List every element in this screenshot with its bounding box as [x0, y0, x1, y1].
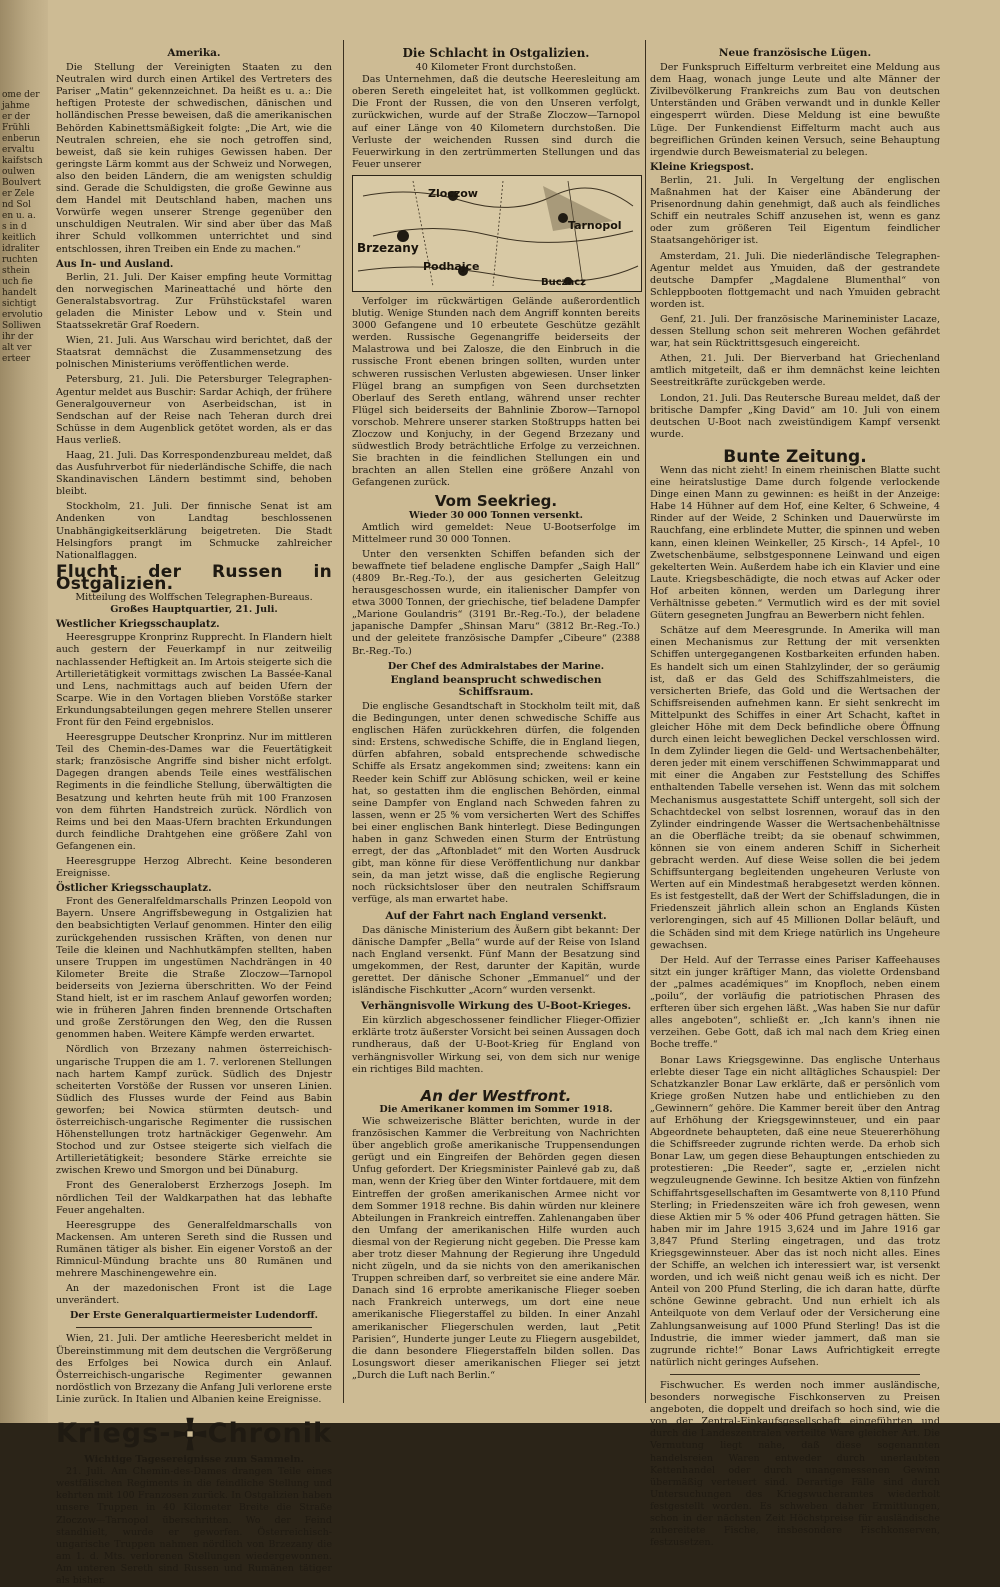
spine-fragment: sichtigt — [2, 299, 37, 309]
spine-fragment: Solliwen — [2, 321, 42, 331]
england-article: Die englische Gesandtschaft in Stockholm teilt mit, daß die Bedingungen, unter denen schwedische Schiffe aus englischen Häfen zurückkehren dürfen, die folgenden sind: Erstens, schwedische Schiffe, die in England liegen, dürfen abfahren, sobald entsprechende schwedische Schiffe als Ersatz angekommen sind; zweitens: kann ein Reeder kein Schiff zur Ablösung schicken, weil er keine hat, so gestatten ihm die englischen Behörden, einmal seine Dampfer von England nach Schweden fahren zu lassen, wenn er 25 % vom versicherten Wert des Schiffes bei einer englischen Bank hinterlegt. Diese Bedingungen haben in ganz Schweden einen Sturm der Entrüstung erregt, der das „Aftonbladet“ mit den Worten Ausdruck gibt, man könne für diese Veröffentlichung nur dankbar sein, da man jetzt wisse, daß die englische Regierung noch rücksichtsloser über den neutralen Schiffsraum verfüge, als man erwartet habe. — [352, 700, 640, 906]
chronik-word-right: Chronik — [207, 1417, 332, 1449]
map-label-buczacz: Buczacz — [541, 276, 586, 288]
spine-fragment: Frühli — [2, 123, 30, 133]
fahrt-heading: Auf der Fahrt nach England versenkt. — [385, 909, 607, 922]
spine-fragment: en u. a. — [2, 211, 36, 221]
spine-fragment: handelt — [2, 288, 37, 298]
map-label-podhajce: Podhajce — [423, 259, 480, 273]
spine-fragment: nd Sol — [2, 200, 31, 210]
kriegspost-item: London, 21. Juli. Das Reutersche Bureau meldet, daß der britische Dampfer „King David“ am 10. Juli von einem deutschen U-Boot nach zweistündigem Kampf versenkt wurde. — [650, 392, 940, 440]
kriegs-chronik-banner — [56, 1416, 332, 1452]
fischwucher-item: Fischwucher. Es werden noch immer ausländische, besonders norwegische Fischkonserven zu Preisen angeboten, die doppelt und dreifach so hoch sind, wie die von der Zentral-Einkaufsgesellschaft eingeführten und durch die Landeszentralen verteilte Ware gleicher Art. Die Vermutung liegt nahe, daß diese sogenannten handelsreien Waren entweder durch unerlaubten Kettenhandel oder durch unangemessenen Gewinn übermäßig verteuert sind. Derartige Fälle sind durch Untersuchungen des Kriegswucheramtes wiederholt festgestellt worden. Es schweben daher Ermittlungen, schon in der nächsten Zeit Höchstpreise für ausländische zubereitete Fische, insbesondere Fischkonserven, festzusetzen. — [650, 1379, 940, 1549]
spine-fragment: ome der — [2, 90, 40, 100]
seekrieg-subheadline: Wieder 30 000 Tonnen versenkt. — [408, 509, 584, 521]
wirkung-article: Ein kürzlich abgeschossener feindlicher Flieger-Offizier erklärte trotz äußerster Vorsicht bei seinen Aussagen doch rundheraus, daß der U-Boot-Krieg für England von verhängnisvoller Wirkung sei, von dem sich nur wenige ein richtiges Bild machten. — [352, 1015, 640, 1075]
westfront-article: Wie schweizerische Blätter berichten, wurde in der französischen Kammer die Verbreitung von Nachrichten über angeblich große amerikanische Truppensendungen gerügt und ein Eingreifen der Behörden gegen diesen Unfug gefordert. Der Kriegsminister Painlevé gab zu, daß man, wenn der Krieg über den Winter fortdauere, mit dem Eintreffen der großen amerikanischen Armee nicht vor dem Sommer 1918 rechne. Bis dahin würden nur kleinere Abteilungen in Frankreich eintreffen. Zahlenangaben über den Umfang der amerikanischen Hilfe wurden auch diesmal von der Regierung nicht gegeben. Die Presse kam aber trotz dieser Mahnung der Regierung ihre Ungeduld nicht zügeln, und da sie nichts von den amerikanischen Truppen schreiben darf, so verbreitet sie eine andere Mär. Danach sind 16 erprobte amerikanische Flieger soeben nach Frankreich unterwegs, um dort eine neue amerikanische Fliegerstaffel zu bilden. In einer Anzahl amerikanischer Fliegerschulen werden, laut „Petit Parisien“, Hunderte junger Leute zu Fliegern ausgebildet, die dann besondere Fliegerstaffeln bilden sollen. Das Losungswort dieser amerikanischen Flieger sei jetzt „Durch die Luft nach Berlin.“ — [352, 1115, 640, 1381]
column-rule-2 — [645, 40, 646, 1403]
spine-fragment: Boulvert — [2, 178, 42, 188]
schlacht-subheadline: 40 Kilometer Front durchstoßen. — [415, 62, 577, 74]
bunte-zeitung-headline: Bunte Zeitung. — [723, 446, 867, 467]
bunte-item: Schätze auf dem Meeresgrunde. In Amerika will man einen Mechanismus zur Rettung der mit versenkten Schiffen untergegangenen Kostbarkeiten erfunden haben. Es handelt sich um einen Stahlzylinder, der so geräumig ist, daß er das Geld des Schiffszahlmeisters, die versicherten Briefe, das Gold und die Wertsachen der Schiffsreisenden aufnehmen kann. Er sieht senkrecht im Mittelpunkt des Schiffes in einer Art Schacht, kaftet in gleicher Höhe mit dem Deck befindliche obere Öffnung durch einen leicht beweglichen Deckel verschlossen wird. In dem Zylinder liegen die Geld- und Wertsachenbehälter, deren jeder mit einem verschiffenen Schwimmapparat und mit einer die Angaben zur Feststellung des Schiffes enthaltenden Tabelle versehen ist. Wenn das mit solchem Mechanismus ausgestattete Schiff untergeht, soll sich der Schachtdeckel von selbst losrennen, worauf das in den Zylinder eindringende Wasser die Wertsachenbehältnisse an die Oberfläche treibt; da sie obenauf schwimmen, können sie von einem anderen Schiff in Sicherheit gebracht werden. Auf diese Weise sollen die bei jedem Schiffsuntergang begleitenden ungeheuren Verluste von Werten auf ein Mindestmaß herabgesetzt werden können. Es ist festgestellt, daß der Wert der Schiffsladungen, die in Friedenszeit jährlich allein schon an Englands Küsten verlorengingen, sich auf 45 Millionen Dollar beläuft, und die Schäden sind mit dem Kriege natürlich ins Ungeheure gewachsen. — [650, 625, 940, 951]
spine-fragment: ruchten — [2, 255, 38, 265]
chronik-entry: 21. Juli. Am Chemin-des-Dames drangen Teile eines westfälischen Regiments in die feindliche Stellung und kehrten mit 100 Franzosen zurück. In Ostgalizien haben unsere Truppen in 40 Kilometer Breite die Straße Zloczow—Tarnopol überschritten. Wo der Feind standhielt, wurde er geworfen. Österreichisch-ungarische Truppen nahmen nördlich von Brzezany die am 1. d. Mts. verlorenen Stellungen wiedergewonnen. Am unteren Sereth sind Russen und Rumänen tätiger als bisher. — [56, 1466, 332, 1586]
seekrieg-headline: Vom Seekrieg. — [434, 492, 558, 511]
previous-page-spine — [0, 0, 48, 1423]
west-front-heading: Westlicher Kriegsschauplatz. — [56, 619, 220, 631]
ludendorff-signature: Der Erste Generalquartiermeister Ludendorff. — [69, 1310, 319, 1322]
wien-report: Wien, 21. Juli. Der amtliche Heeresbericht meldet in Übereinstimmung mit dem deutschen die Vergrößerung des Erfolges bei Nowica durch ein Anlauf. Österreichisch-ungarische Regimenter gewannen nordöstlich von Brzezany die Anfang Juli verlorene erste Linie zurück. In Italien und Albanien keine Ereignisse. — [56, 1333, 332, 1405]
west-front-para: Heeresgruppe Deutscher Kronprinz. Nur im mittleren Teil des Chemin-des-Dames war die Feuertätigkeit stark; französische Angriffe sind bisher nicht erfolgt. Dagegen drangen abends Teile eines westfälischen Regiments in die feindliche Stellung, überwältigten die Besatzung und kehrten heute früh mit 100 Franzosen von dem führten Handstreich zurück. Nördlich von Reims und bei den Maas-Ufern brachten Erkundungen durch feindliche Drahtgehen eine größere Zahl von Gefangenen ein. — [56, 732, 332, 852]
inland-item: Petersburg, 21. Juli. Die Petersburger Telegraphen-Agentur meldet aus Buschir: Sardar Achiqh, der frühere Generalgouverneur von Aserbeidschan, ist in Sendschan auf der Reise nach Teheran durch drei Schüsse in dem Augenblick getötet worden, als er das Haus verließ. — [56, 374, 332, 446]
flucht-headline: Flucht der Russen in Ostgalizien. — [56, 561, 332, 594]
kriegspost-item: Amsterdam, 21. Juli. Die niederländische Telegraphen-Agentur meldet aus Ymuiden, daß der gestrandete deutsche Dampfer „Magdalene Blumenthal“ von Schleppbooten flottgemacht und nach Ymuiden gebracht worden ist. — [650, 250, 940, 310]
spine-fragment: kaifstsch — [2, 156, 43, 166]
inland-item: Berlin, 21. Juli. Der Kaiser empfing heute Vormittag den norwegischen Marineattaché und hörte den Generalstabsvortrag. Zur Frühstückstafel waren geladen die Minister Lebow und v. Stein und Staatssekretär Graf Roedern. — [56, 271, 332, 332]
luegen-article: Der Funkspruch Eiffelturm verbreitet eine Meldung aus dem Haag, wonach junge Leute und alte Männer der Zivilbevölkerung Frankreichs zum Bau von deutschen Unterständen und Gräben verwandt und in dunkle Keller eingesperrt würden. Diese Meldung ist eine bewußte Lüge. Der Funkendienst Eiffelturm macht auch aus begreiflichen Gründen keinen Versuch, seine Behauptung irgendwie durch Beweismaterial zu belegen. — [650, 62, 940, 158]
east-front-para: Front des Generalfeldmarschalls Prinzen Leopold von Bayern. Unsere Angriffsbewegung in Ostgalizien hat den beabsichtigten Verlauf genommen. Hinter den eilig zurückgehenden russischen Kräften, von denen nur Teile die kleinen und Nachhutkämpfen stellten, haben unsere Truppen im ungestümen Nachdrängen in 40 Kilometer Breite die Straße Zloczow—Tarnopol beiderseits von Jezierna überschritten. Wo der Feind Stand hielt, ist er im raschem Anlauf geworfen worden; wie in früheren Jahren finden brennende Ortschaften und große Zerstörungen den Weg, den die Russen genommen haben. Weitere Kämpfe werden erwartet. — [56, 896, 332, 1041]
chronik-word-left: Kriegs- — [56, 1417, 172, 1449]
spine-fragment: er Zele — [2, 189, 35, 199]
england-heading: England beansprucht schwedischen Schiffsraum. — [390, 673, 602, 698]
spine-fragment: keitlich — [2, 233, 36, 243]
flucht-hq: Großes Hauptquartier, 21. Juli. — [110, 604, 278, 616]
east-front-para: An der mazedonischen Front ist die Lage unverändert. — [56, 1283, 332, 1307]
map-label-tarnopol: Tarnopol — [568, 218, 622, 232]
inland-item: Stockholm, 21. Juli. Der finnische Senat ist am Andenken von Landtag beschlossenen Unabhängigkeitserklärung beigetreten. Die Stadt Helsingfors prangt im Schmucke zahlreicher Nationalflaggen. — [56, 501, 332, 561]
kleine-kriegspost-heading: Kleine Kriegspost. — [650, 161, 754, 173]
east-front-para: Nördlich von Brzezany nahmen österreichisch-ungarische Truppen die am 1. 7. verlorenen Stellungen nach hartem Kampf zurück. Südlich des Dnjestr scheiterten Vorstöße der Russen vor unseren Linien. Südlich des Flusses wurde der Feind aus Babin geworfen; bei Nowica stürmten deutsch- und österreichisch-ungarische Regimenter die russischen Höhenstellungen trotz hartnäckiger Gegenwehr. Am Stochod und zur Ostsee steigerte sich vielfach die Artillerietätigkeit; besondere Stärke erreichte sie zwischen Krewo und Smorgon und bei Dünaburg. — [56, 1044, 332, 1177]
spine-fragment: ervolutio — [2, 310, 43, 320]
map-label-brzezany: Brzezany — [357, 240, 419, 255]
column-rule-1 — [343, 40, 344, 1403]
fahrt-article: Das dänische Ministerium des Äußern gibt bekannt: Der dänische Dampfer „Bella“ wurde auf der Reise von Island nach England versenkt. Fünf Mann der Besatzung sind umgekommen, der Rest, darunter der Kapitän, wurde gerettet. Der dänische Schoner „Emmanuel“ und der isländische Fischkutter „Acorn“ wurden versenkt. — [352, 924, 640, 997]
spine-fragment: idraliter — [2, 244, 40, 254]
wirkung-heading: Verhängnisvolle Wirkung des U-Boot-Krieges. — [360, 1000, 632, 1013]
spine-fragment: sthein — [2, 266, 31, 276]
inland-item: Wien, 21. Juli. Aus Warschau wird berichtet, daß der Staatsrat demnächst die Zusammensetzung des polnischen Ministeriums veröffentlichen werde. — [56, 335, 332, 371]
seekrieg-para: Unter den versenkten Schiffen befanden sich der bewaffnete tief beladene englische Dampfer „Saigh Hall“ (4809 Br.-Reg.-To.), der aus gesicherten Geleitzug herausgeschossen wurde, ein italienischer Dampfer von etwa 3000 Tonnen, der griechische, tief beladene Dampfer „Marione Goulandris“ (3191 Br.-Reg.-To.), der beladene japanische Dampfer „Shinsan Maru“ (3812 Br.-Reg.-To.) und der geleitete französische Dampfer „Cibeure“ (2388 Br.-Reg.-To.) — [352, 548, 640, 657]
spine-fragment: er der — [2, 112, 30, 122]
map-drawing — [353, 176, 641, 291]
galicia-map — [352, 175, 642, 292]
spine-fragment: enberun — [2, 134, 41, 144]
spine-fragment: erteer — [2, 354, 31, 364]
east-front-para: Heeresgruppe des Generalfeldmarschalls von Mackensen. Am unteren Sereth sind die Russen und Rumänen tätiger als bisher. Ein eigener Vorstoß an der Rimnicul-Mündung brachte uns 80 Rumänen und mehrere Maschinengewehre ein. — [56, 1219, 332, 1280]
inland-heading: Aus In- und Ausland. — [56, 258, 174, 270]
west-front-para: Heeresgruppe Herzog Albrecht. Keine besonderen Ereignisse. — [56, 856, 332, 880]
iron-cross-icon — [172, 1416, 208, 1452]
schlacht-continued: Verfolger im rückwärtigen Gelände außerordentlich blutig. Wenige Stunden nach dem Angriff konnten bereits 3000 Gefangene und 10 erbeutete Geschütze gezählt werden. Russische Gegenangriffe beiderseits der Malastrowa und bei Zalosze, die den Einbruch in die russische Front ebenen bringen sollten, wurden unter schweren russischen Verlusten abgewiesen. Unser linker Flügel brang an sumpfigen von Seen durchsetzten Oberlauf des Sereth entlang, während unser rechter Flügel sich beiderseits der Bahnlinie Zborow—Tarnopol vorschob. Mehrere unserer starken Stoßtrupps hatten bei Zloczow und Konjuchy, in der Gegend Brzezany und südwestlich Brody beträchtliche Erfolge zu verzeichnen. Sie brachten in die feindlichen Stellungen ein und brachten an allen Stellen eine größere Anzahl von Gefangenen zurück. — [352, 295, 640, 489]
west-front-para: Heeresgruppe Kronprinz Rupprecht. In Flandern hielt auch gestern der Feuerkampf in nur zeitweilig nachlassender Heftigkeit an. Im Artois steigerte sich die Artillerietätigkeit vormittags zwischen La Bassée-Kanal und Lens, nachmittags auch auf beiden Ufern der Scarpe. Wie in den Vortagen blieben Vorstöße starker Erkundungsabteilungen gegen mehrere Stellen unserer Front für den Feind ergebnislos. — [56, 632, 332, 728]
chronik-subtitle: Wichtige Tagesereignisse zum Sammeln. — [84, 1454, 304, 1466]
kriegspost-item: Berlin, 21. Juli. In Vergeltung der englischen Maßnahmen hat der Kaiser eine Abänderung der Prisenordnung dahin genehmigt, daß auch als feindliches Schiff ein neutrales Schiff anzusehen ist, wenn es ganz oder zum größeren Teil Eigentum feindlicher Staatsangehöriger ist. — [650, 174, 940, 247]
spine-fragment: uch fie — [2, 277, 33, 287]
east-front-para: Front des Generaloberst Erzherzogs Joseph. Im nördlichen Teil der Waldkarpathen hat das lebhafte Feuer angehalten. — [56, 1180, 332, 1216]
spine-fragment: ihr der — [2, 332, 34, 342]
schlacht-intro: Das Unternehmen, daß die deutsche Heeresleitung am oberen Sereth eingeleitet hat, ist vollkommen geglückt. Die Front der Russen, die von den Unseren verfolgt, zurückwichen, wurde auf der Straße Zloczow—Tarnopol auf einer Länge von 40 Kilometern durchstoßen. Die Verluste der weichenden Russen sind durch die Feuerwirkung in den zertrümmerten Stellungen und das Feuer unserer — [352, 74, 640, 170]
luegen-heading: Neue französische Lügen. — [718, 47, 872, 59]
spine-fragment: oulwen — [2, 167, 35, 177]
westfront-headline: An der Westfront. — [420, 1086, 572, 1105]
spine-fragment: jahme — [2, 101, 30, 111]
kriegspost-item: Genf, 21. Juli. Der französische Marineminister Lacaze, dessen Stellung schon seit mehreren Wochen gefährdet war, hat sein Rücktrittsgesuch eingereicht. — [650, 313, 940, 350]
westfront-subheadline: Die Amerikaner kommen im Sommer 1918. — [379, 1103, 613, 1115]
divider — [76, 1327, 312, 1328]
amerika-article: Die Stellung der Vereinigten Staaten zu den Neutralen wird durch einen Artikel des Vertreters des Pariser „Matin“ gekennzeichnet. Da heißt es u. a.: Die heftigen Proteste der schwedischen, dänischen und holländischen Presse beweisen, daß die amerikanischen Behörden Kabinettsmäßigkeit folgte: „Die Art, wie die Neutralen schreien, ehe sie noch getroffen sind, beweist, daß sie kein ruhiges Gewissen haben. Der geringste Lärm kommt aus der Schweiz und Norwegen, also den beiden Ländern, die am wenigsten schuldig sind. Gerade die Schuldigsten, die große Gewinne aus dem Handel mit Deutschland haben, machen uns Vorwürfe wegen unserer Strenge gegenüber den unschuldigen Neutralen. Wir sind aber über das Maß ihrer Schuld vollkommen unterrichtet und sind entschlossen, ihren Treiben ein Ende zu machen.“ — [56, 62, 332, 255]
schlacht-headline: Die Schlacht in Ostgalizien. — [402, 46, 590, 60]
inland-item: Haag, 21. Juli. Das Korrespondenzbureau meldet, daß das Ausfuhrverbot für niederländische Schiffe, die nach Skandinavischen Ländern bestimmt sind, behoben bleibt. — [56, 450, 332, 498]
middle-column — [352, 46, 640, 1402]
bunte-item: Der Held. Auf der Terrasse eines Pariser Kaffeehauses sitzt ein junger kräftiger Mann, das violette Ordensband der „palmes académiques“ im Knopfloch, neben einem „poilu“, der vorläufig die patriotischen Phrasen des erfteren über sich ergehen läßt. „Was haben Sie nur dafür alles angeboten“, schließt er. „Ich kann's ihnen nie verzeihen. Gebe Gott, daß ich mal nach dem Krieg einen Boche treffe.“ — [650, 954, 940, 1051]
spine-fragment: ervaltu — [2, 145, 35, 155]
flucht-source: Mitteilung des Wolffschen Telegraphen-Bureaus. — [75, 592, 313, 604]
divider — [670, 1374, 920, 1375]
spine-fragment: alt ver — [2, 343, 32, 353]
bunte-item: Bonar Laws Kriegsgewinne. Das englische Unterhaus erlebte dieser Tage ein nicht alltägliches Schauspiel: Der Schatzkanzler Bonar Law erklärte, daß er persönlich vom Kriege großen Nutzen habe und entlichieben zu den „Gewinnern“ gehöre. Die Kammer bereit über den Antrag auf Erhöhung der Kriegsgewinnsteuer, und ein paar Abgeordnete behaupteten, daß eine neue Steuererhöhung die Schiffsreeder zugrunde richten werde. Da erhob sich Bonar Law, um gegen diese Behauptungen entschieden zu protestieren: „Die Reeder“, sagte er, „erzielen nicht wegzuleugnende Gewinne. Ich besitze Aktien von fünfzehn Schiffahrtsgesellschaften im Gesamtwerte von 8,110 Pfund Sterling; in Friedenszeiten wäre ich froh gewesen, wenn diese Aktien mir 5 % oder 406 Pfund getragen hätten. Sie haben mir im Jahre 1915 3,624 und im Jahre 1916 gar 3,847 Pfund Sterling eingetragen, und das trotz Kriegsgewinnsteuer. Aber das ist noch nicht alles. Eines der Schiffe, an welchen ich interessiert war, ist versenkt worden, und ich weiß nicht genau weiß ich es nicht. Der Anteil von 200 Pfund Sterling, die ich daran hatte, dürfte schöne Gewinne gebracht. Und nun erhielt ich als Anteilquote von dem Verlauf oder der Versicherung eine Zahlungsanweisung auf 1000 Pfund Sterling! Das ist die Industrie, die immer wieder jammert, daß man sie zugrunde richte!“ Bonar Laws Aufrichtigkeit erregte natürlich nicht geringes Aufsehen. — [650, 1054, 940, 1368]
spine-fragment: s in d — [2, 222, 27, 232]
map-label-zloczow: Zloczow — [428, 186, 478, 200]
kriegspost-item: Athen, 21. Juli. Der Bierverband hat Griechenland amtlich mitgeteilt, daß er ihm demnächst keine leichten Seestreitkräfte zurückgeben werde. — [650, 353, 940, 389]
left-column — [56, 46, 332, 1586]
east-front-heading: Östlicher Kriegsschauplatz. — [56, 883, 212, 895]
right-column — [650, 46, 940, 1549]
bunte-item: Wenn das nicht zieht! In einem rheinischen Blatte sucht eine heiratslustige Dame durch folgende verlockende Dinge einen Mann zu gewinnen: es heißt in der Anzeige: Habe 14 Hühner auf dem Hof, eine Kelter, 6 Schweine, 4 Rinder auf der Weide, 2 Schinken und Dauerwürste im Rauchfang, eine erblindete Mutter, die spinnen und weben kann, einen kleinen Weinkeller, 25 Kirsch-, 14 Apfel-, 10 Zwetschenbäume, selbstgesponnene Leinwand und eigen gekelterten Wein. Außerdem habe ich ein Klavier und eine Laute. Kriegsbeschädigte, die noch etwas auf Acker oder Hof arbeiten können, werden um Darlegung ihrer Verhältnisse gebeten.“ Vermutlich wird es der mit soviel Gütern gesegneten Jungfrau an Bewerbern nicht fehlen. — [650, 465, 940, 622]
seekrieg-para: Amtlich wird gemeldet: Neue U-Bootserfolge im Mittelmeer rund 30 000 Tonnen. — [352, 521, 640, 545]
admiralstab-signature: Der Chef des Admiralstabes der Marine. — [387, 660, 605, 672]
amerika-heading: Amerika. — [167, 47, 221, 59]
